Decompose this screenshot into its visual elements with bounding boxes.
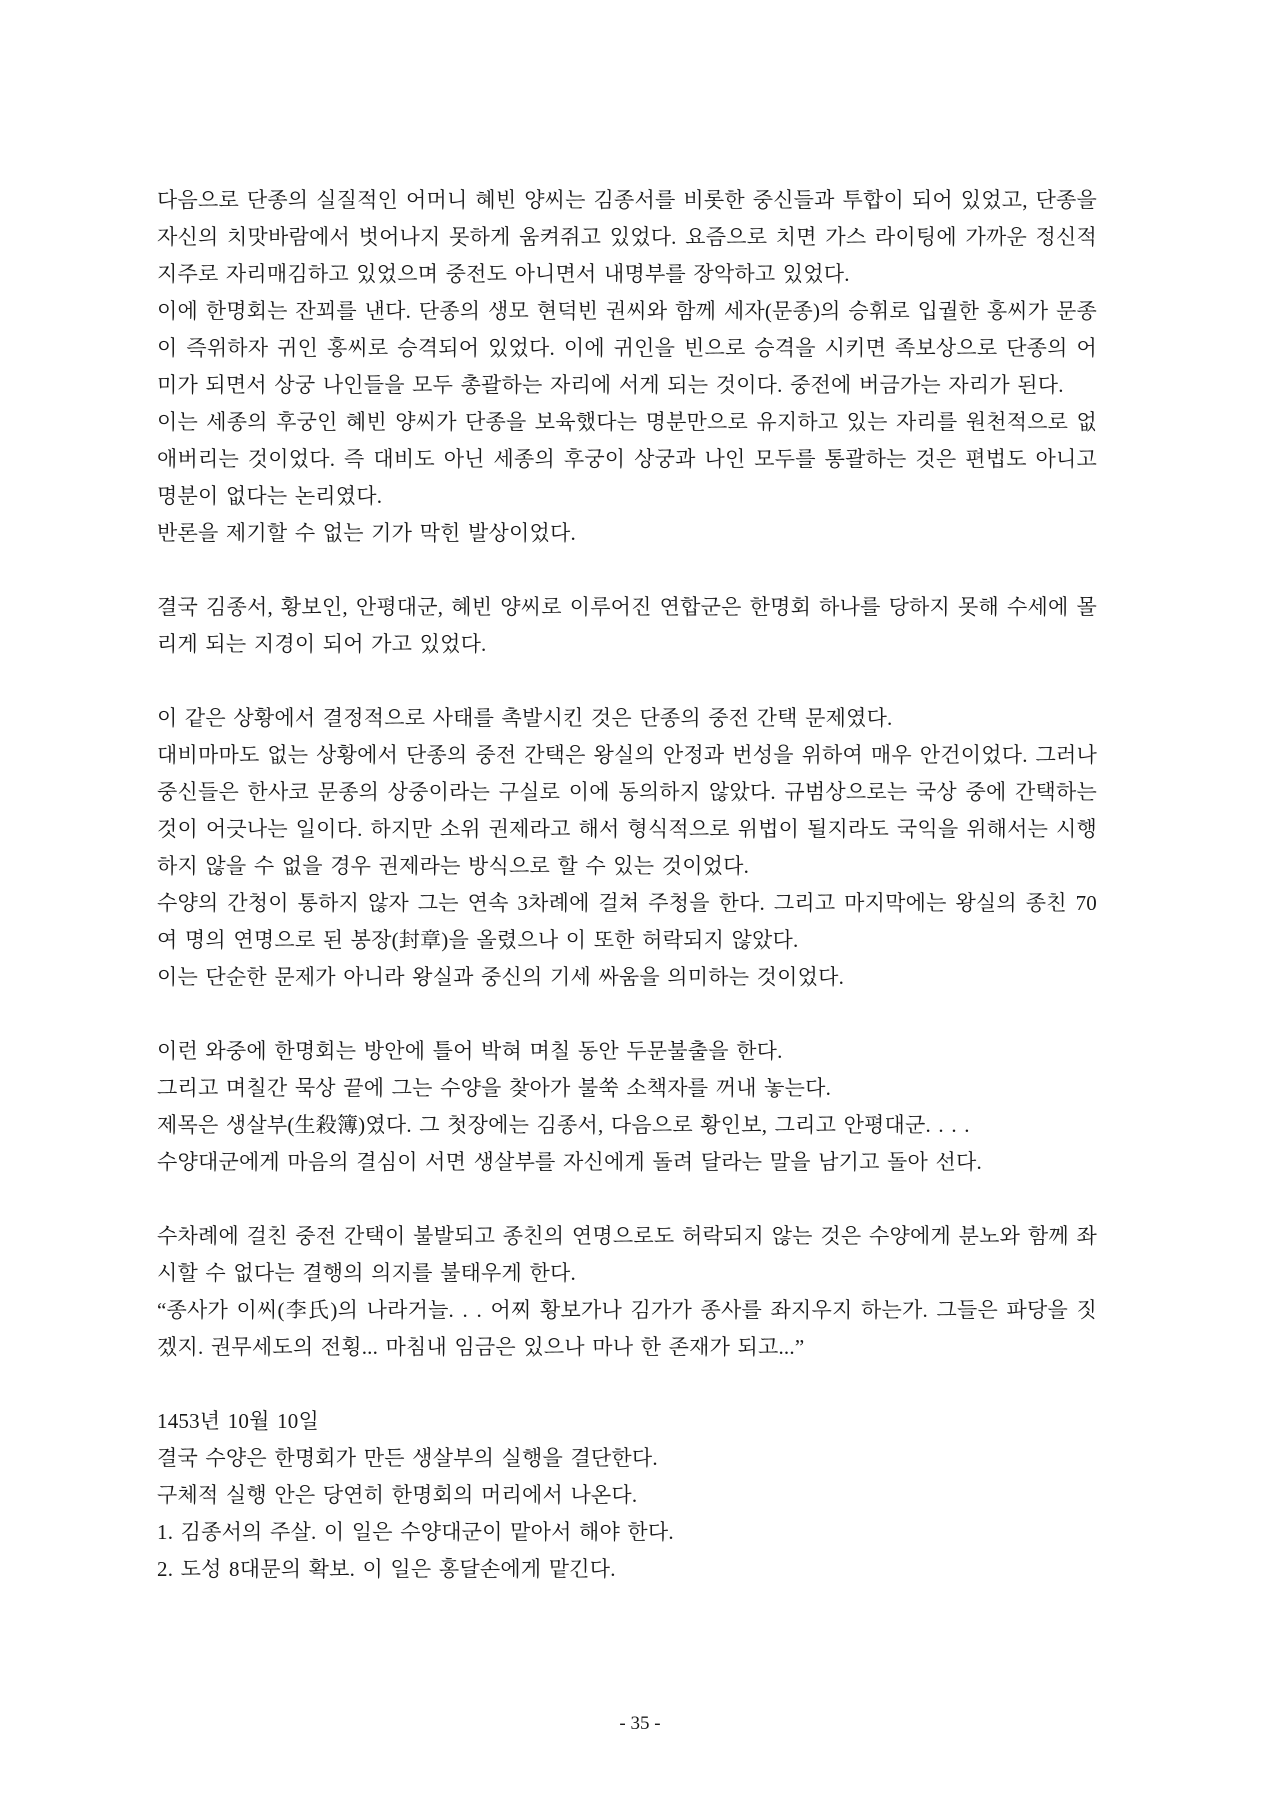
paragraph: 반론을 제기할 수 없는 기가 막힌 발상이었다. <box>157 521 576 545</box>
paragraph: 1453년 10월 10일 <box>157 1409 319 1433</box>
paragraph: 대비마마도 없는 상황에서 단종의 중전 간택은 왕실의 안정과 번성을 위하여 매우 안건이었다. 그러나 중신들은 한사코 문종의 상중이라는 구실로 이에 동의하지 않았다. 규범상으로는 국상 중에 간택하는 것이 어긋나는 일이다. 하지만 소위 권제라고 해서 형식적으로 위법이 될지라도 국익을 위해서는 시행하지 않을 수 없을 경우 권제라는 방식으로 할 수 있는 것이었다. <box>157 743 1097 878</box>
paragraph: 결국 김종서, 황보인, 안평대군, 혜빈 양씨로 이루어진 연합군은 한명회 하나를 당하지 못해 수세에 몰리게 되는 지경이 되어 가고 있었다. <box>157 595 1097 656</box>
paragraph: “종사가 이씨(李氏)의 나라거늘. . . 어찌 황보가나 김가가 종사를 좌지우지 하는가. 그들은 파당을 짓겠지. 권무세도의 전횡... 마침내 임금은 있으나 마나 한 존재가 되고...” <box>157 1298 1097 1359</box>
paragraph: 제목은 생살부(生殺簿)였다. 그 첫장에는 김종서, 다음으로 황인보, 그리고 안평대군. . . . <box>157 1113 970 1137</box>
paragraph: 이에 한명회는 잔꾀를 낸다. 단종의 생모 현덕빈 권씨와 함께 세자(문종)의 승휘로 입궐한 홍씨가 문종이 즉위하자 귀인 홍씨로 승격되어 있었다. 이에 귀인을 빈으로 승격을 시키면 족보상으로 단종의 어미가 되면서 상궁 나인들을 모두 총괄하는 자리에 서게 되는 것이다. 중전에 버금가는 자리가 된다. <box>157 299 1097 397</box>
paragraph: 2. 도성 8대문의 확보. 이 일은 홍달손에게 맡긴다. <box>157 1557 616 1581</box>
paragraph: 수차례에 걸친 중전 간택이 불발되고 종친의 연명으로도 허락되지 않는 것은 수양에게 분노와 함께 좌시할 수 없다는 결행의 의지를 불태우게 한다. <box>157 1224 1097 1285</box>
paragraph: 이런 와중에 한명회는 방안에 틀어 박혀 며칠 동안 두문불출을 한다. <box>157 1039 783 1063</box>
paragraph: 이는 세종의 후궁인 혜빈 양씨가 단종을 보육했다는 명분만으로 유지하고 있는 자리를 원천적으로 없애버리는 것이었다. 즉 대비도 아닌 세종의 후궁이 상궁과 나인 모두를 통괄하는 것은 편법도 아니고 명분이 없다는 논리였다. <box>157 410 1097 508</box>
document-body <box>157 182 1097 1588</box>
paragraph: 이 같은 상황에서 결정적으로 사태를 촉발시킨 것은 단종의 중전 간택 문제였다. <box>157 706 893 730</box>
paragraph: 결국 수양은 한명회가 만든 생살부의 실행을 결단한다. <box>157 1446 658 1470</box>
paragraph: 다음으로 단종의 실질적인 어머니 혜빈 양씨는 김종서를 비롯한 중신들과 투합이 되어 있었고, 단종을 자신의 치맛바람에서 벗어나지 못하게 움켜쥐고 있었다. 요즘으로 치면 가스 라이팅에 가까운 정신적 지주로 자리매김하고 있었으며 중전도 아니면서 내명부를 장악하고 있었다. <box>157 188 1097 286</box>
paragraph: 수양의 간청이 통하지 않자 그는 연속 3차례에 걸쳐 주청을 한다. 그리고 마지막에는 왕실의 종친 70여 명의 연명으로 된 봉장(封章)을 올렸으나 이 또한 허락되지 않았다. <box>157 891 1097 952</box>
paragraph: 1. 김종서의 주살. 이 일은 수양대군이 맡아서 해야 한다. <box>157 1520 674 1544</box>
page-number: - 35 - <box>619 1713 661 1734</box>
paragraph: 이는 단순한 문제가 아니라 왕실과 중신의 기세 싸움을 의미하는 것이었다. <box>157 965 845 989</box>
paragraph: 그리고 며칠간 묵상 끝에 그는 수양을 찾아가 불쑥 소책자를 꺼내 놓는다. <box>157 1076 832 1100</box>
paragraph: 구체적 실행 안은 당연히 한명회의 머리에서 나온다. <box>157 1483 638 1507</box>
paragraph: 수양대군에게 마음의 결심이 서면 생살부를 자신에게 돌려 달라는 말을 남기고 돌아 선다. <box>157 1150 982 1174</box>
